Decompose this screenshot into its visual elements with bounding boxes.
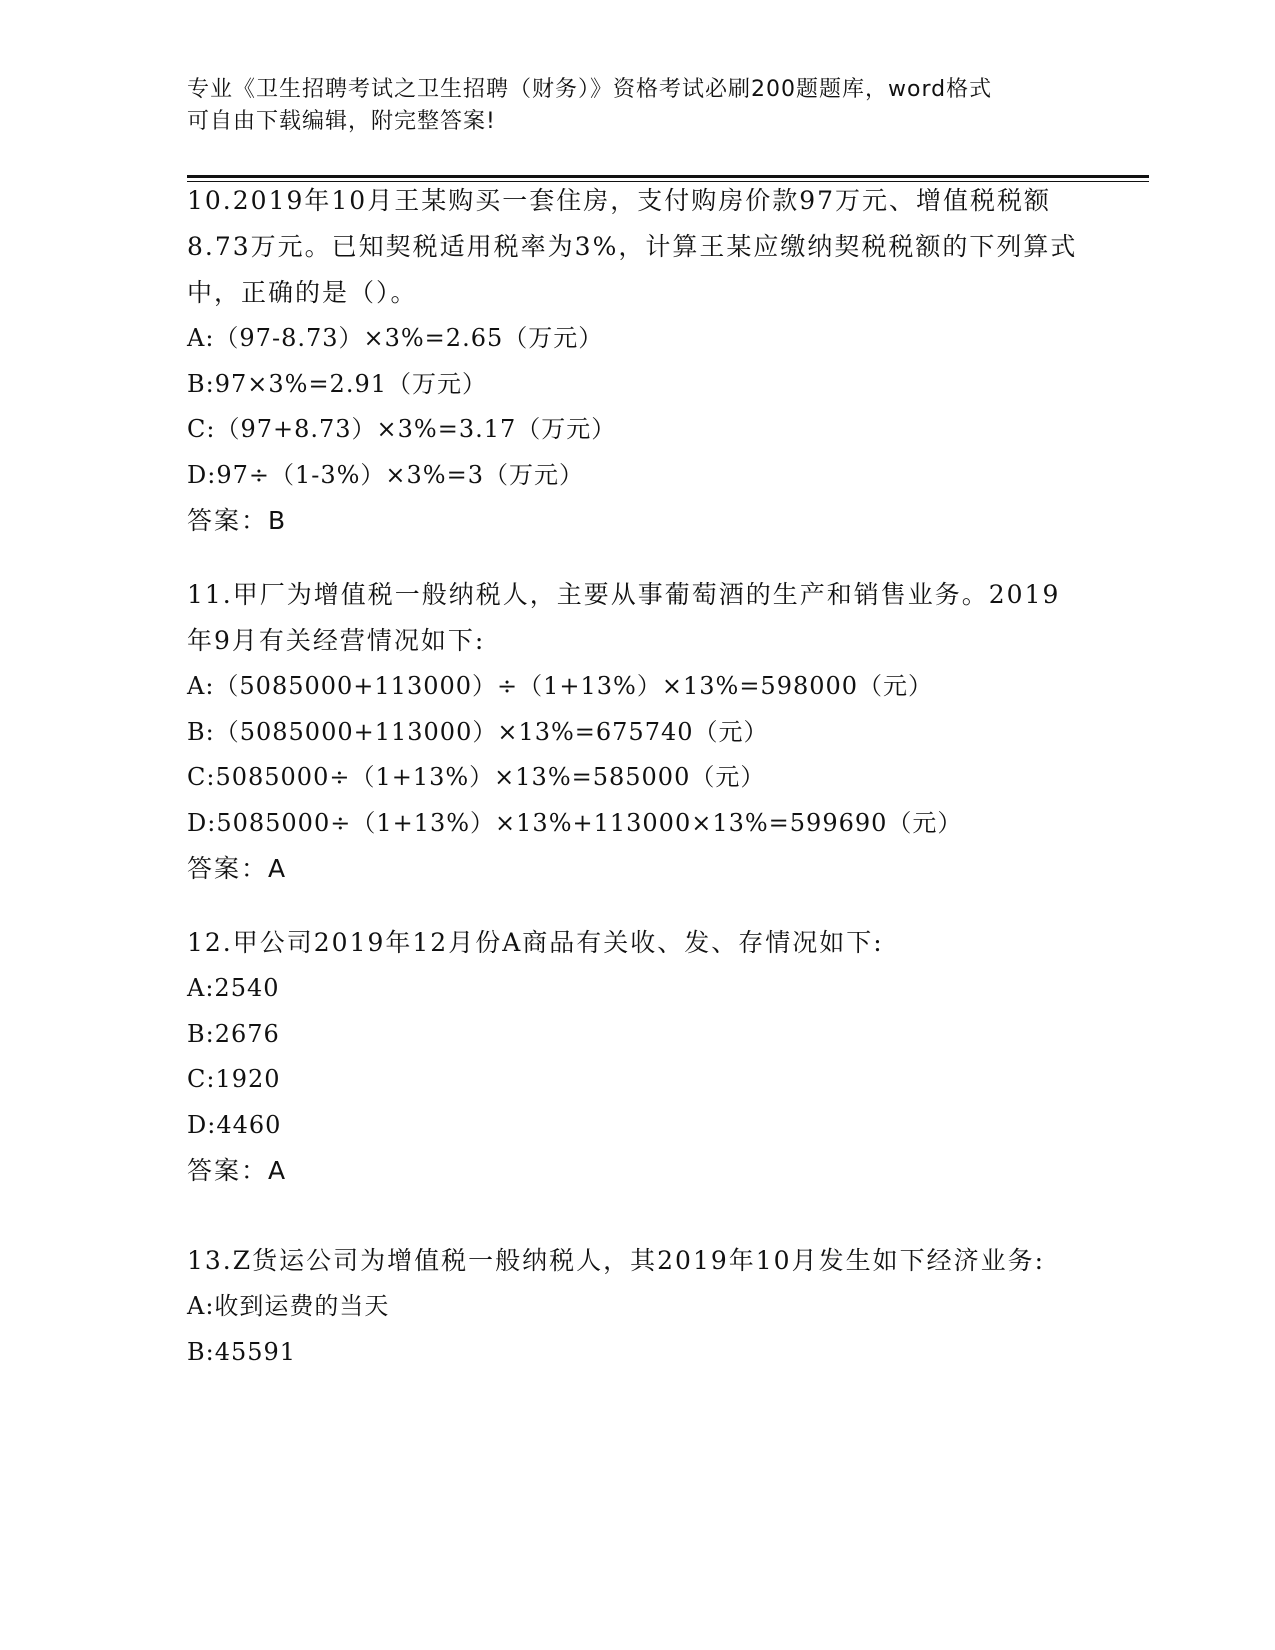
question-13 xyxy=(187,1238,1087,1375)
question-11 xyxy=(187,572,1087,892)
option-b: B:97×3%=2.91（万元） xyxy=(187,369,487,398)
option-c: C:1920 xyxy=(187,1065,281,1093)
option-a: A:2540 xyxy=(187,974,280,1002)
option-a: A:收到运费的当天 xyxy=(187,1292,390,1320)
answer: 答案：A xyxy=(187,854,288,883)
option-a: A:（97-8.73）×3%=2.65（万元） xyxy=(187,324,604,352)
question-text: 13.Z货运公司为增值税一般纳税人，其2019年10月发生如下经济业务: xyxy=(187,1246,1045,1275)
option-c: C:（97+8.73）×3%=3.17（万元） xyxy=(187,415,617,443)
question-10 xyxy=(187,178,1087,544)
option-b: B:2676 xyxy=(187,1019,280,1048)
option-d: D:97÷（1-3%）×3%=3（万元） xyxy=(187,460,584,489)
header-line-2: 可自由下载编辑，附完整答案! xyxy=(187,109,496,134)
option-c: C:5085000÷（1+13%）×13%=585000（元） xyxy=(187,763,766,791)
document-header xyxy=(187,74,1067,138)
question-text: 11.甲厂为增值税一般纳税人，主要从事葡萄酒的生产和销售业务。2019年9月有关经营情况如下: xyxy=(187,580,1061,655)
answer: 答案：A xyxy=(187,1156,288,1185)
option-b: B:45591 xyxy=(187,1337,297,1366)
question-text: 12.甲公司2019年12月份A商品有关收、发、存情况如下: xyxy=(187,928,884,957)
option-d: D:5085000÷（1+13%）×13%+113000×13%=599690（元） xyxy=(187,808,963,837)
question-12 xyxy=(187,920,1087,1194)
option-d: D:4460 xyxy=(187,1110,282,1139)
answer: 答案：B xyxy=(187,506,288,535)
header-line-1: 专业《卫生招聘考试之卫生招聘（财务）》资格考试必刷200题题库，word格式 xyxy=(187,77,993,102)
question-text: 10.2019年10月王某购买一套住房，支付购房价款97万元、增值税税额8.73万元。已知契税适用税率为3%，计算王某应缴纳契税税额的下列算式中，正确的是（）。 xyxy=(187,186,1078,307)
option-a: A:（5085000+113000）÷（1+13%）×13%=598000（元） xyxy=(187,672,934,700)
option-b: B:（5085000+113000）×13%=675740（元） xyxy=(187,717,769,746)
